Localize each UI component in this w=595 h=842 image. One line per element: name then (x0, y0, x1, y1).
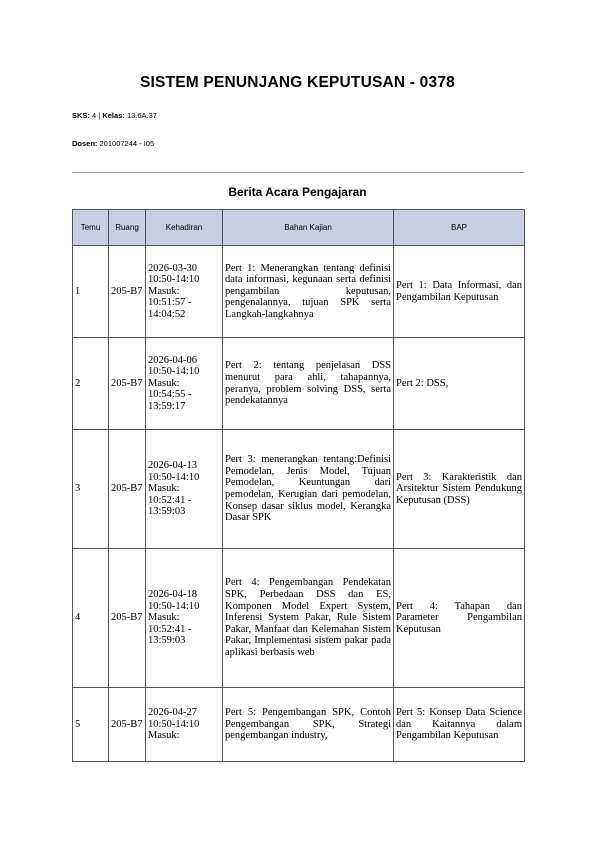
bahan-kajian-cell: Pert 5: Pengembangan SPK, Contoh Pengembangan SPK, Strategi pengembangan industry, (223, 688, 394, 762)
masuk-label: Masuk: (148, 483, 180, 495)
temu-cell: 5 (73, 688, 109, 762)
bahan-kajian-cell: Pert 2: tentang penjelasan DSS menurut para ahli, tahapannya, peranya, problem solving DSS, serta pendekatannya (223, 338, 394, 430)
masuk-label: Masuk: (148, 285, 180, 297)
table-header-row (73, 210, 525, 246)
sks-label: SKS: (72, 111, 90, 120)
time-text: 10:50-14:10 (148, 600, 200, 612)
lecturer-info (72, 139, 154, 148)
bap-cell: Pert 4: Tahapan dan Parameter Pengambilan Keputusan (394, 549, 525, 688)
masuk-label: Masuk: (148, 612, 180, 624)
masuk-label: Masuk: (148, 377, 180, 389)
temu-cell: 4 (73, 549, 109, 688)
date-text: 2026-04-27 (148, 707, 197, 719)
time-text: 10:50-14:10 (148, 274, 200, 286)
time-text: 10:50-14:10 (148, 471, 200, 483)
sks-value: 4 (92, 111, 97, 120)
column-header-temu: Temu (73, 210, 109, 246)
ruang-cell: 205-B7 (109, 688, 146, 762)
kehadiran-cell (146, 338, 223, 430)
column-header-bap: BAP (394, 210, 525, 246)
bap-cell: Pert 5: Konsep Data Science dan Kaitannya dalam Pengambilan Keputusan (394, 688, 525, 762)
table-row (73, 246, 525, 338)
document-title: SISTEM PENUNJANG KEPUTUSAN - 0378 (140, 74, 455, 91)
column-header-ruang: Ruang (109, 210, 146, 246)
date-text: 2026-04-18 (148, 589, 197, 601)
table-row (73, 430, 525, 549)
kehadiran-cell (146, 246, 223, 338)
date-text: 2026-04-13 (148, 460, 197, 472)
bap-cell: Pert 1: Data Informasi, dan Pengambilan Keputusan (394, 246, 525, 338)
masuk-label: Masuk: (148, 730, 180, 742)
time-text: 10:50-14:10 (148, 366, 200, 378)
temu-cell: 3 (73, 430, 109, 549)
separator: | (98, 111, 101, 120)
kelas-value: 13.6A.37 (126, 111, 157, 120)
divider (72, 172, 524, 173)
bap-cell: Pert 2: DSS, (394, 338, 525, 430)
column-header-bahan-kajian: Bahan Kajian (223, 210, 394, 246)
temu-cell: 1 (73, 246, 109, 338)
kelas-label: Kelas: (102, 111, 125, 120)
time-text: 10:50-14:10 (148, 718, 200, 730)
dosen-value: 201007244 - I05 (99, 139, 155, 148)
masuk-time: 10:52:41 - 13:59:03 (148, 494, 192, 518)
bahan-kajian-cell: Pert 4: Pengembangan Pendekatan SPK, Perbedaan DSS dan ES, Komponen Model Expert System, Inferensi System Pakar, Rule Sistem Pakar, Manfaat dan Kelemahan Sistem Pakar, Implementasi sistem pakar pada aplikasi berbasis web (223, 549, 394, 688)
table-row (73, 688, 525, 762)
kehadiran-cell (146, 549, 223, 688)
kehadiran-cell (146, 430, 223, 549)
dosen-label: Dosen: (72, 139, 98, 148)
section-title: Berita Acara Pengajaran (228, 185, 367, 199)
temu-cell: 2 (73, 338, 109, 430)
bahan-kajian-cell: Pert 1: Menerangkan tentang definisi data informasi, kegunaan serta definisi pengambilan keputusan, pengenalannya, tujuan SPK serta Langkah-langkahnya (223, 246, 394, 338)
masuk-time: 10:54:55 - 13:59:17 (148, 389, 192, 412)
date-text: 2026-03-30 (148, 262, 197, 274)
ruang-cell: 205-B7 (109, 430, 146, 549)
table-row (73, 549, 525, 688)
kehadiran-cell (146, 688, 223, 762)
date-text: 2026-04-06 (148, 354, 197, 366)
bap-cell: Pert 3: Karakteristik dan Arsitektur Sistem Pendukung Keputusan (DSS) (394, 430, 525, 549)
ruang-cell: 205-B7 (109, 549, 146, 688)
bahan-kajian-cell: Pert 3: menerangkan tentang:Definisi Pemodelan, Jenis Model, Tujuan Pemodelan, Keuntungan dari pemodelan, Kerugian dari pemodelan, Konsep dasar siklus model, Kerangka Dasar SPK (223, 430, 394, 549)
ruang-cell: 205-B7 (109, 246, 146, 338)
course-info (72, 111, 157, 120)
masuk-time: 10:52:41 - 13:59:03 (148, 623, 192, 647)
column-header-kehadiran: Kehadiran (146, 210, 223, 246)
table-row (73, 338, 525, 430)
teaching-report-table (72, 209, 525, 762)
ruang-cell: 205-B7 (109, 338, 146, 430)
masuk-time: 10:51:57 - 14:04:52 (148, 297, 192, 320)
